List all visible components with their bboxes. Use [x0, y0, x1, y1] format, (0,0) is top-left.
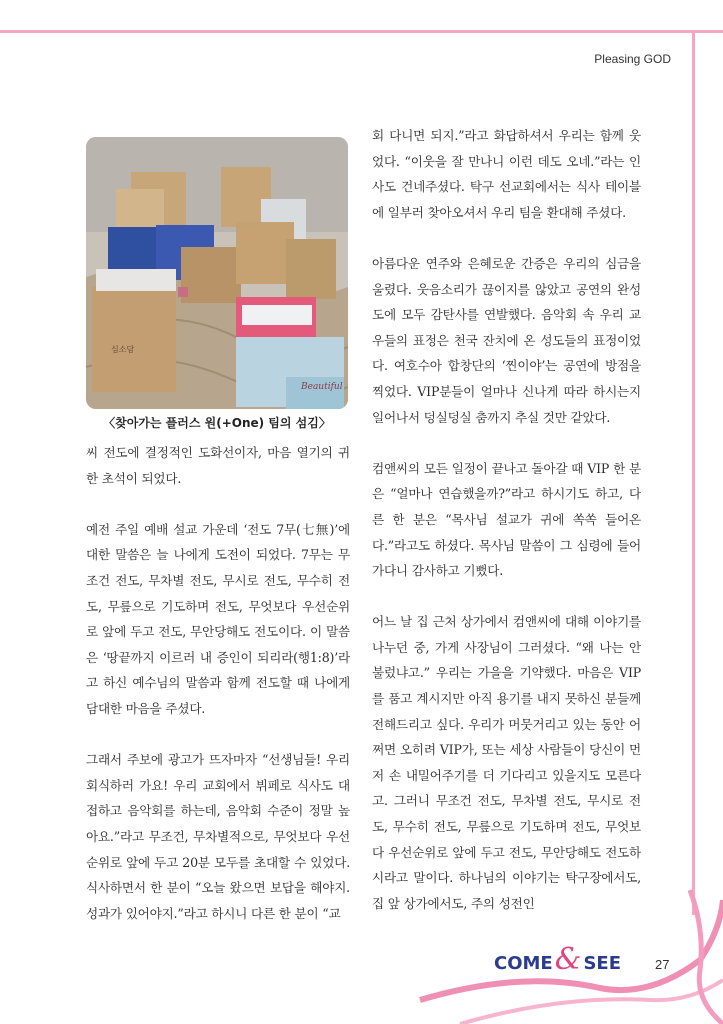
right-paragraph-2: 아름다운 연주와 은혜로운 간증은 우리의 심금을 울렸다. 웃음소리가 끊이지를 않았고 공연의 완성도에 모두 감탄사를 연발했다. 음악회 속 우리 교우들의 표정은 천국 잔치에 온 성도들의 표정이었다. 여호수아 합창단의 ‘찐이야’는 공연에 방점을 찍었다. VIP분들이 얼마나 신나게 따라 하시는지 일어나서 덩실덩실 춤까지 추실 것만 같았다. [372, 255, 641, 425]
running-title: Pleasing GOD [594, 52, 671, 66]
logo-see-text: SEE [583, 953, 622, 974]
gift-bags-photo [86, 137, 348, 409]
right-text-column [372, 123, 641, 942]
bag-label-brand: 심소담 [111, 345, 135, 354]
come-and-see-logo [494, 942, 621, 977]
right-paragraph-1: 회 다니면 되지.”라고 화답하셔서 우리는 함께 웃었다. “이웃을 잘 만나니 이런 데도 오네.”라는 인사도 건네주셨다. 탁구 선교회에서는 식사 테이블에 일부러 찾아오셔서 우리 팀을 환대해 주셨다. [372, 128, 641, 220]
right-paragraph-3: 컴앤씨의 모든 일정이 끝나고 돌아갈 때 VIP 한 분은 “얼마나 연습했을까?”라고 하시기도 하고, 다른 한 분은 “목사님 설교가 귀에 쏙쏙 들어온다.”라고도 하셨다. 목사님 말씀이 그 심령에 들어가다니 감사하고 기뻤다. [372, 460, 641, 579]
page-frame-right-line [692, 30, 695, 915]
logo-ampersand: & [554, 942, 582, 977]
left-paragraph-2: 예전 주일 예배 설교 가운데 ‘전도 7무(七無)’에 대한 말씀은 늘 나에게 도전이 되었다. 7무는 무조건 전도, 무차별 전도, 무시로 전도, 무수히 전도, 무릎으로 기도하며 전도, 무엇보다 우선순위로 앞에 두고 전도, 무안당해도 전도이다. 이 말씀은 ‘땅끝까지 이르러 내 증인이 되리라(행1:8)’라고 하신 예수님의 말씀과 함께 전도할 때 나에게 담대한 마음을 주셨다. [86, 521, 350, 716]
right-paragraph-4: 어느 날 집 근처 상가에서 컴앤씨에 대해 이야기를 나누던 중, 가게 사장님이 그러셨다. “왜 나는 안 불렀냐고.” 우리는 가을을 기약했다. 마음은 VIP를 품고 계시지만 아직 용기를 내지 못하신 분들께 전해드리고 싶다. 우리가 머뭇거리고 있는 동안 어쩌면 오히려 VIP가, 또는 세상 사람들이 당신이 먼저 손 내밀어주기를 더 기다리고 있을지도 모른다고. 그러니 무조건 전도, 무차별 전도, 무시로 전도, 무수히 전도, 무릎으로 기도하며 전도, 무엇보다 우선순위로 앞에 두고 전도, 무안당해도 전도하시라고 말이다. 하나님의 이야기는 탁구장에서도, 집 앞 상가에서도, 주의 성전인 [372, 614, 641, 911]
bag-label-beautiful: Beautiful [301, 382, 343, 392]
page-number: 27 [655, 957, 670, 972]
photo-caption: 〈찾아가는 플러스 원(+One) 팀의 섬김〉 [103, 416, 331, 430]
left-paragraph-3: 그래서 주보에 광고가 뜨자마자 “선생님들! 우리 회식하러 가요! 우리 교회에서 뷔페로 식사도 대접하고 음악회를 하는데, 음악회 수준이 정말 높아요.”라고 무조건, 무차별적으로, 무엇보다 우선순위로 앞에 두고 20분 모두를 초대할 수 있었다. 식사하면서 한 분이 “오늘 왔으면 보답을 해야지. 성과가 있어야지.”라고 하시니 다른 한 분이 “교 [86, 752, 350, 921]
logo-come-text: COME [494, 953, 553, 974]
left-paragraph-1: 씨 전도에 결정적인 도화선이자, 마음 열기의 귀한 초석이 되었다. [86, 445, 350, 486]
page-frame-top-line [0, 30, 723, 33]
